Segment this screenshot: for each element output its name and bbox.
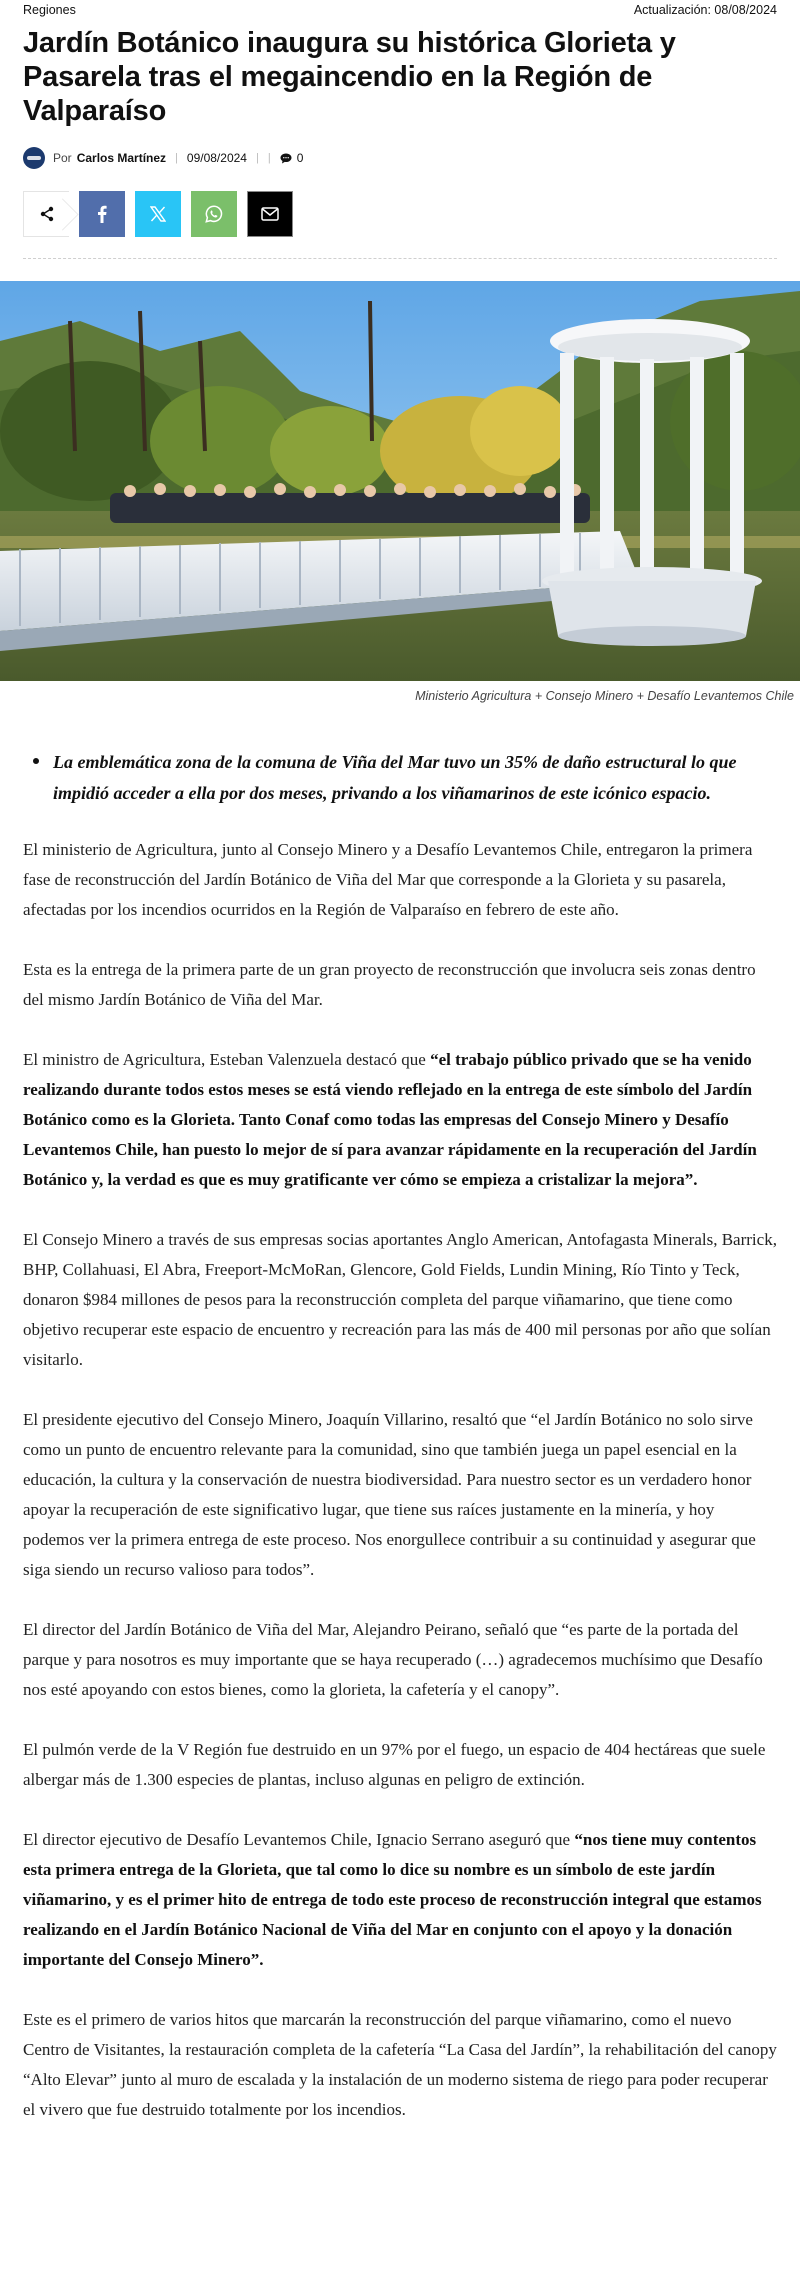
paragraph — [23, 1045, 777, 1195]
share-button[interactable] — [23, 191, 69, 237]
glorieta-photo — [0, 281, 800, 681]
paragraph-text: El ministro de Agricultura, Esteban Valenzuela destacó que — [23, 1050, 431, 1069]
article-meta — [23, 144, 777, 172]
paragraph — [23, 1825, 777, 1975]
category-link[interactable]: Regiones — [23, 3, 76, 17]
comment-count: 0 — [296, 151, 304, 165]
x-share-button[interactable] — [135, 191, 181, 237]
article-title: Jardín Botánico inaugura su histórica Glorieta y Pasarela tras el megaincendio en la Región de Valparaíso — [23, 27, 676, 127]
paragraph: El pulmón verde de la V Región fue destruido en un 97% por el fuego, un espacio de 404 hectáreas que suele albergar más de 1.300 especies de plantas, incluso algunas en peligro de extinción. — [23, 1740, 766, 1789]
top-bar — [0, 0, 800, 20]
meta-separator: | — [255, 152, 259, 164]
x-icon — [150, 206, 166, 222]
paragraph: Este es el primero de varios hitos que marcarán la reconstrucción del parque viñamarino, como el nuevo Centro de Visitantes, la restauración completa de la cafetería “La Casa del Jardín”, la rehabilitación del canopy “Alto Elevar” junto al muro de escalada y la instalación de un moderno sistema de riego para poder recuperar el vivero que fue destruido totalmente por los incendios. — [23, 2010, 777, 2119]
paragraph: El ministerio de Agricultura, junto al Consejo Minero y a Desafío Levantemos Chile, entregaron la primera fase de reconstrucción del Jardín Botánico de Viña del Mar que corresponde a la Glorieta y su pasarela, afectadas por los incendios ocurridos en la Región de Valparaíso en febrero de este año. — [23, 840, 753, 919]
whatsapp-share-button[interactable] — [191, 191, 237, 237]
author-name[interactable]: Carlos Martínez — [76, 151, 167, 165]
lead-text: La emblemática zona de la comuna de Viña del Mar tuvo un 35% de daño estructural lo que impidió acceder a ella por dos meses, privando a los viñamarinos de este icónico espacio. — [53, 752, 737, 803]
updated-date: Actualización: 08/08/2024 — [633, 3, 777, 17]
author-avatar[interactable] — [23, 147, 45, 169]
facebook-icon — [97, 205, 107, 223]
paragraph: El presidente ejecutivo del Consejo Minero, Joaquín Villarino, resaltó que “el Jardín Botánico no solo sirve como un punto de encuentro relevante para la comunidad, sino que también juega un papel esencial en la educación, la cultura y la conservación de nuestra biodiversidad. Para nuestro sector es un verdadero honor apoyar la recuperación de este significativo lugar, que tiene sus raíces justamente en la minería, y hoy podemos ver la primera entrega de este proceso. Nos enorgullece contribuir a su continuidad y asegurar que siga siendo un recurso valioso para todos”. — [23, 1410, 756, 1579]
paragraph-quote-bold: “el trabajo público privado que se ha venido realizando durante todos estos meses se está viendo reflejado en la entrega de este símbolo del Jardín Botánico como es la Glorieta. Tanto Conaf como todas las empresas del Consejo Minero y Desafío Levantemos Chile, han puesto lo mejor de sí para avanzar rápidamente en la recuperación del Jardín Botánico y, la verdad es que es muy gratificante ver cómo se empieza a cristalizar la mejora”. — [23, 1050, 757, 1189]
facebook-share-button[interactable] — [79, 191, 125, 237]
paragraph-quote-bold: “nos tiene muy contentos esta primera entrega de la Glorieta, que tal como lo dice su nombre es un símbolo de este jardín viñamarino, y es el primer hito de entrega de todo este proceso de reconstrucción integral que estamos realizando en el Jardín Botánico Nacional de Viña del Mar en conjunto con el apoyo y la donación importante del Consejo Minero”. — [23, 1830, 762, 1969]
comment-icon — [280, 153, 292, 164]
paragraph: El director del Jardín Botánico de Viña del Mar, Alejandro Peirano, señaló que “es parte de la portada del parque y para nosotros es muy importante que se haya recuperado (…) agradecemos muchísimo que Desafío nos esté apoyando con estos bienes, como la glorieta, la cafetería y el canopy”. — [23, 1620, 763, 1699]
meta-separator: | — [175, 152, 178, 164]
publish-date: 09/08/2024 — [186, 151, 247, 165]
hero-image[interactable] — [0, 281, 800, 681]
author-prefix: Por — [53, 151, 72, 165]
paragraph-text: El director ejecutivo de Desafío Levantemos Chile, Ignacio Serrano aseguró que — [23, 1830, 575, 1849]
bullet-dot — [33, 758, 39, 764]
comments-link[interactable] — [280, 151, 304, 165]
share-bar — [23, 190, 777, 238]
whatsapp-icon — [205, 205, 223, 223]
email-share-button[interactable] — [247, 191, 293, 237]
header-divider — [23, 258, 777, 259]
avatar-logo-icon — [27, 155, 41, 161]
paragraph: El Consejo Minero a través de sus empresas socias aportantes Anglo American, Antofagasta Minerals, Barrick, BHP, Collahuasi, El Abra, Freeport-McMoRan, Glencore, Gold Fields, Lundin Mining, Río Tinto y Teck, donaron $984 millones de pesos para la reconstrucción completa del parque viñamarino, que tiene como objetivo recuperar este espacio de encuentro y recreación para las más de 400 mil personas por año que solían visitarlo. — [23, 1230, 777, 1369]
lead-bullet — [23, 747, 777, 809]
email-icon — [261, 207, 279, 221]
image-caption: Ministerio Agricultura + Consejo Minero + Desafío Levantemos Chile — [415, 689, 794, 703]
share-icon — [39, 206, 55, 222]
meta-separator: | — [267, 152, 271, 164]
paragraph: Esta es la entrega de la primera parte de un gran proyecto de reconstrucción que involucra seis zonas dentro del mismo Jardín Botánico de Viña del Mar. — [23, 960, 756, 1009]
article-body — [23, 747, 777, 2125]
